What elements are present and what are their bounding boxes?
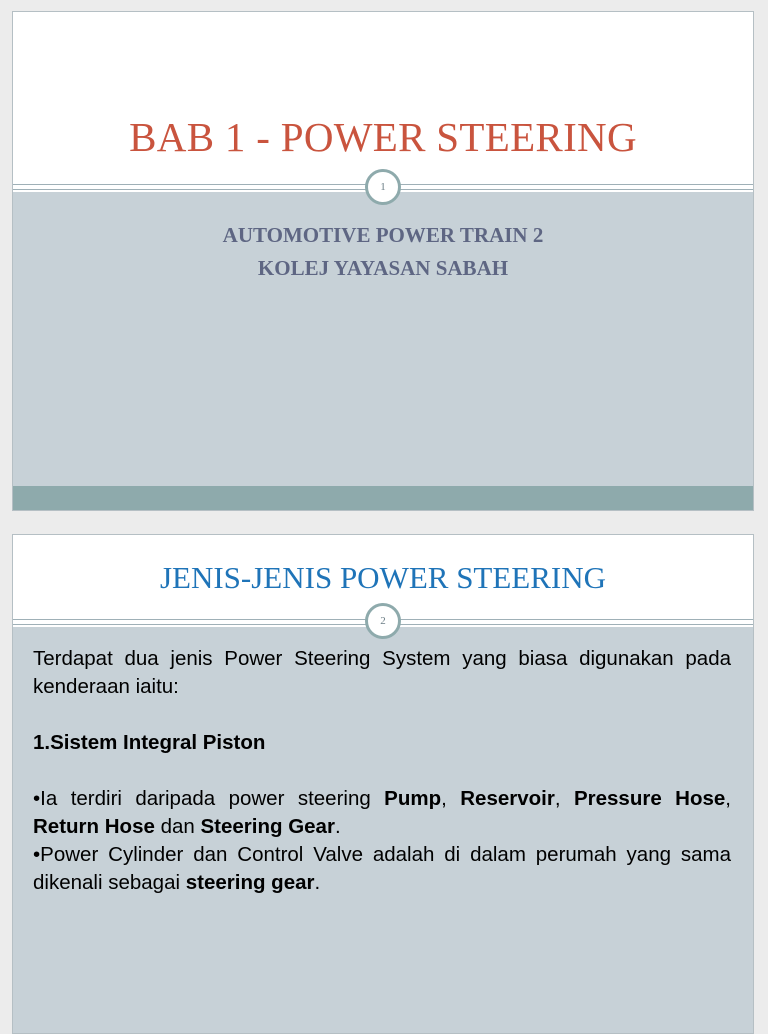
bullet-housing <box>33 841 731 897</box>
spacer <box>33 701 731 729</box>
course-name: AUTOMOTIVE POWER TRAIN 2 <box>222 223 544 247</box>
slide-1-subtitles <box>13 192 753 285</box>
section-heading <box>33 729 731 757</box>
bullet-text: •Ia terdiri daripada power steering <box>33 787 385 810</box>
college-name: KOLEJ YAYASAN SABAH <box>257 256 509 280</box>
bullet-text: , <box>554 787 574 810</box>
slide-2-body <box>13 627 753 1033</box>
slide-1-title-area <box>13 12 753 185</box>
bullet-text: . <box>314 871 321 894</box>
slide-2-content <box>33 645 731 897</box>
section-heading-text: 1.Sistem Integral Piston <box>33 731 266 754</box>
bullet-text: , <box>441 787 461 810</box>
bullet-text: •Power Cylinder dan Control Valve adalah di dalam perumah yang sama dikenali sebagai <box>33 843 731 894</box>
intro-paragraph: Terdapat dua jenis Power Steering System yang biasa digunakan pada kenderaan iaitu: <box>33 647 731 698</box>
page-number-badge: 2 <box>365 603 401 639</box>
slide-1-body <box>13 192 753 486</box>
term-return-hose: Return Hose <box>33 815 155 838</box>
term-pressure-hose: Pressure Hose <box>573 787 726 810</box>
slide-1 <box>12 11 754 511</box>
spacer <box>33 757 731 785</box>
bullet-text: dan <box>154 815 201 838</box>
bullet-text: , <box>725 787 731 810</box>
bullet-components <box>33 785 731 841</box>
footer-band <box>13 486 753 510</box>
term-pump: Pump <box>384 787 442 810</box>
slide-1-title: BAB 1 - POWER STEERING <box>129 113 637 160</box>
slide-2-title: JENIS-JENIS POWER STEERING <box>159 560 607 595</box>
term-reservoir: Reservoir <box>460 787 555 810</box>
bullet-text: . <box>334 815 341 838</box>
term-steering-gear: Steering Gear <box>200 815 335 838</box>
term-steering-gear-lower: steering gear <box>185 871 315 894</box>
page-number-badge: 1 <box>365 169 401 205</box>
slide-2 <box>12 534 754 1034</box>
